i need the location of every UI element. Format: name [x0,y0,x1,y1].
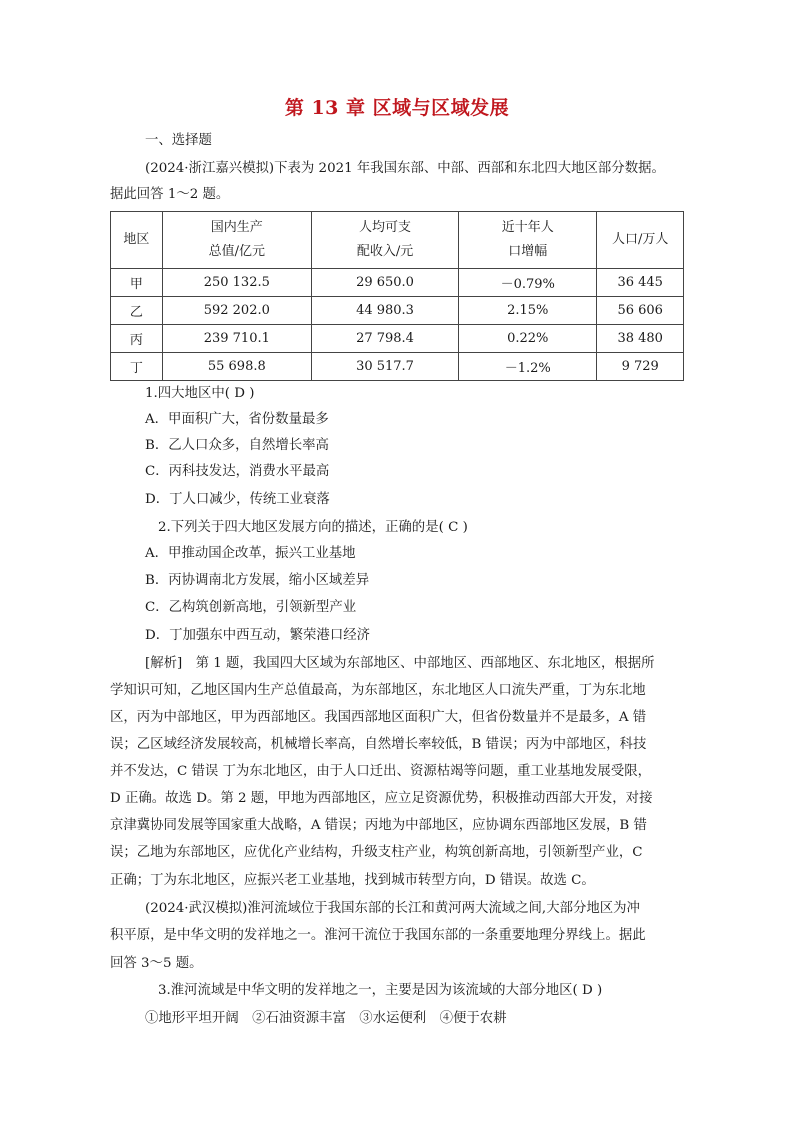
intro2-line-3: 回答 3～5 题。 [110,956,203,971]
analysis-line-9: 正确；丁为东北地区，应振兴老工业基地，找到城市转型方向，D 错误。故选 C。 [110,873,595,888]
question-3-stem: 3.淮河流域是中华文明的发祥地之一，主要是因为该流域的大部分地区( D ) [158,983,603,998]
table-cell: 2.15% [459,297,597,325]
table-cell: 56 606 [597,297,684,325]
intro2-line-2: 积平原，是中华文明的发祥地之一。淮河干流位于我国东部的一条重要地理分界线上。据此 [110,928,646,943]
table-cell: 38 480 [597,325,684,353]
table-cell: －0.79% [459,269,597,297]
table-cell: 239 710.1 [162,325,311,353]
analysis-line-6: D 正确。故选 D。第 2 题，甲地为西部地区，应立足资源优势，积极推动西部大开发，对接 [110,791,653,806]
section-heading: 一、选择题 [145,133,212,148]
table-cell: 甲 [111,269,163,297]
table-cell: 9 729 [597,353,684,381]
table-cell: 27 798.4 [311,325,458,353]
question-1-option-a: A．甲面积广大，省份数量最多 [145,412,329,427]
analysis-line-4: 误；乙区域经济发展较高，机械增长率高，自然增长率较低，B 错误；丙为中部地区，科技 [110,737,647,752]
analysis-line-1: [解析] 第 1 题，我国四大区域为东部地区、中部地区、西部地区、东北地区，根据所 [145,656,655,671]
question-2-option-d: D．丁加强东中西互动，繁荣港口经济 [145,628,370,643]
question-2-option-a: A．甲推动国企改革，振兴工业基地 [145,546,356,561]
table-cell: 30 517.7 [311,353,458,381]
chapter-title: 第 13 章 区域与区域发展 [284,97,510,119]
analysis-line-2: 学知识可知，乙地区国内生产总值最高，为东部地区，东北地区人口流失严重，丁为东北地 [110,683,646,698]
header-cell-income: 人均可支 配收入/元 [311,212,458,269]
table-row [111,269,684,297]
table-row [111,325,684,353]
question-1-option-c: C．丙科技发达，消费水平最高 [145,464,330,479]
table-cell: 29 650.0 [311,269,458,297]
table-row [111,353,684,381]
table-cell: －1.2% [459,353,597,381]
analysis-line-8: 误；乙地为东部地区，应优化产业结构，升级支柱产业，构筑创新高地，引领新型产业，C [110,845,643,860]
table-cell: 44 980.3 [311,297,458,325]
table-cell: 250 132.5 [162,269,311,297]
intro2-line-1: (2024·武汉模拟)淮河流域位于我国东部的长江和黄河两大流域之间,大部分地区为冲 [145,901,640,916]
table-cell: 592 202.0 [162,297,311,325]
header-cell-region: 地区 [111,212,163,269]
table-cell: 乙 [111,297,163,325]
question-2-stem: 2.下列关于四大地区发展方向的描述，正确的是( C ) [158,520,468,535]
header-cell-gdp: 国内生产 总值/亿元 [162,212,311,269]
header-cell-population: 人口/万人 [597,212,684,269]
intro1-line-1: (2024·浙江嘉兴模拟)下表为 2021 年我国东部、中部、西部和东北四大地区部分数据。 [145,161,665,176]
header-cell-growth: 近十年人 口增幅 [459,212,597,269]
analysis-line-7: 京津冀协同发展等国家重大战略，A 错误；丙地为中部地区，应协调东西部地区发展，B 错 [110,818,647,833]
question-3-choices: ①地形平坦开阔 ②石油资源丰富 ③水运便利 ④便于农耕 [145,1011,507,1026]
table-cell: 0.22% [459,325,597,353]
table-cell: 丁 [111,353,163,381]
analysis-line-3: 区，丙为中部地区，甲为西部地区。我国西部地区面积广大，但省份数量并不是最多，A 错 [110,710,647,725]
question-2-option-b: B．丙协调南北方发展，缩小区域差异 [145,573,370,588]
analysis-line-5: 并不发达，C 错误 丁为东北地区，由于人口迁出、资源枯竭等问题，重工业基地发展受限， [110,764,651,779]
table-cell: 55 698.8 [162,353,311,381]
region-data-table [110,211,684,381]
question-1-option-d: D．丁人口减少，传统工业衰落 [145,492,330,507]
table-cell: 丙 [111,325,163,353]
intro1-line-2: 据此回答 1～2 题。 [110,187,230,202]
table-cell: 36 445 [597,269,684,297]
question-1-stem: 1.四大地区中( D ) [145,386,255,401]
question-1-option-b: B．乙人口众多，自然增长率高 [145,438,329,453]
question-2-option-c: C．乙构筑创新高地，引领新型产业 [145,600,357,615]
table-header-row [111,212,684,269]
table-row [111,297,684,325]
